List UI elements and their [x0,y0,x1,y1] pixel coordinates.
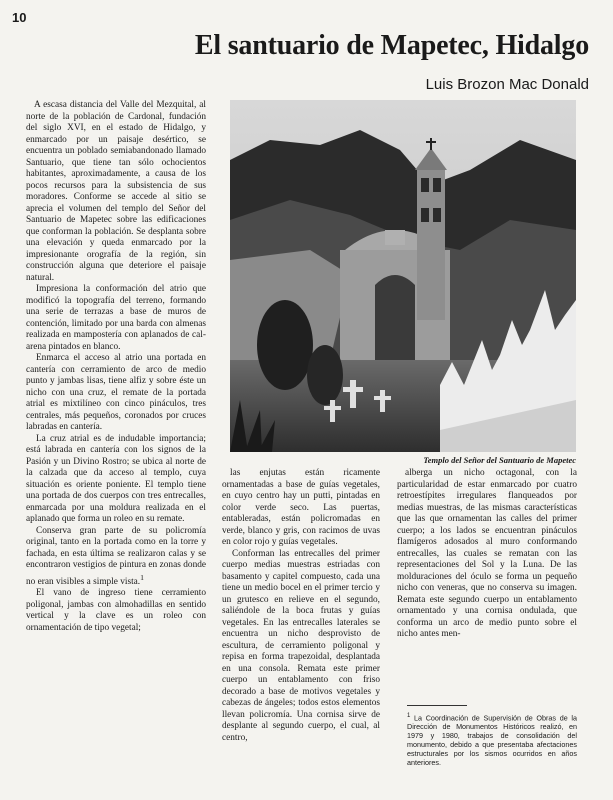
footnote-text: La Coordinación de Supervisión de Obras de la Dirección de Monumentos Históricos realizó, en 1979 y 1980, trabajos de consolidación del monumento, debido a que presentaba afectaciones estructurales por los sismos ocurridos en años anteriores. [407,713,577,768]
paragraph: A escasa distancia del Valle del Mezquital, al norte de la población de Cardonal, fundación del siglo XVI, en el estado de Hidalgo, y enmarcado por un paisaje desértico, se encuentra un poblado semiabandonado llamado Santuario, que tiene tan sólo ochocientos habitantes, aproximadamente, a causa de los pocos recursos para la subsistencia de sus moradores. Conforme se accede al sitio se aprecia el volumen del templo del Señor del Santuario de Mapetec sobre las edificaciones que conforman la población. Se desplanta sobre una elevación y queda enmarcado por la impresionante orografía de la región, sin construcción alguna que deteriore el paisaje natural. [26,100,206,283]
text-column-1 [26,100,206,634]
paragraph: alberga un nicho octagonal, con la particularidad de estar enmarcado por cuatro retroestípites irregulares flanqueados por medias muestras, de las mismas características que las que ornamentan las calles del primer cuerpo; a los lados se encuentran pináculos flamígeros adosados al muro conformando entrecalles, las cuales se rematan con las representaciones del Sol y la Luna. De las molduraciones del óculo se forma un pequeño nicho con veneras, que no conserva su imagen. Remata este segundo cuerpo un entablamento ornamentado y una cornisa ondulada, que conforma un arco de medio punto sobre el nicho antes men- [397,468,577,639]
paragraph: Conforman las entrecalles del primer cuerpo medias muestras estriadas con basamento y capitel compuesto, cada una tiene un medio bocel en el primer tercio y un grutesco en relieve en el segundo, saliéndole de la boca frutas y guías vegetales. En las entrecalles laterales se encuentra un nicho desprovisto de escultura, de cerramiento poligonal y repisa en forma trapezoidal, desplantada en una consola. Remata este primer cuerpo un entablamento con friso decorado a base de motivos vegetales y cabezas de ángeles; todos estos elementos llevan policromía. Una cornisa sirve de desplante al segundo cuerpo, el cual, al centro, [222,548,380,743]
paragraph: La cruz atrial es de indudable importancia; está labrada en cantería con los signos de la Pasión y un Divino Rostro; se ubica al norte de la calzada que da acceso al templo, cuya situación es oriente poniente. El templo tiene una portada de dos cuerpos con tres entrecalles, enmarcada por una moldura realizada en el aplanado que forma un roleo en su remate. [26,433,206,524]
paragraph [26,526,206,589]
footnote-reference: 1 [140,572,144,582]
paragraph: las enjutas están ricamente ornamentadas a base de guías vegetales, en cuyo centro hay un putti, pintadas en color verde seco. Las puertas, entableradas, están policromadas en verde, blanco y gris, con racimos de uvas en color rojo y guías vegetales. [222,468,380,547]
paragraph: Impresiona la conformación del atrio que modificó la topografía del terreno, formando una serie de terrazas a base de muros de contención, limitado por una barda con almenas realizada en mampostería con aplanados de cal-arena pintados en blanco. [26,284,206,352]
photo-caption: Templo del Señor del Santuario de Mapetec [423,455,576,465]
paragraph: Enmarca el acceso al atrio una portada en cantería con cerramiento de arco de medio punto y jambas lisas, tiene alfiz y sobre éste un nicho con una cruz, el remate de la portada atrial es mixtilíneo con cinco pináculos, tres centrales, más pequeños, coronados por cruces labradas en cantería. [26,353,206,432]
article-title: El santuario de Mapetec, Hidalgo [194,30,589,61]
paragraph-text: Conserva gran parte de su policromía original, tanto en la portada como en la torre y fachada, en esta última se realizaron calas y se encontraron vestigios de pintura en zonas donde no eran visibles a simple vista. [26,525,206,587]
footnote [407,712,577,767]
footnote-divider [407,705,467,706]
text-column-2 [222,468,380,744]
footnote-mark: 1 [407,713,411,719]
church-photo-illustration [230,100,576,452]
paragraph: El vano de ingreso tiene cerramiento poligonal, jambas con almohadillas en sentido vertical y la clave es un roleo con ornamentación de tipo vegetal; [26,588,206,633]
church-photo [230,100,576,452]
text-column-3 [397,468,577,641]
article-author: Luis Brozon Mac Donald [425,76,589,93]
page-number: 10 [12,10,27,25]
